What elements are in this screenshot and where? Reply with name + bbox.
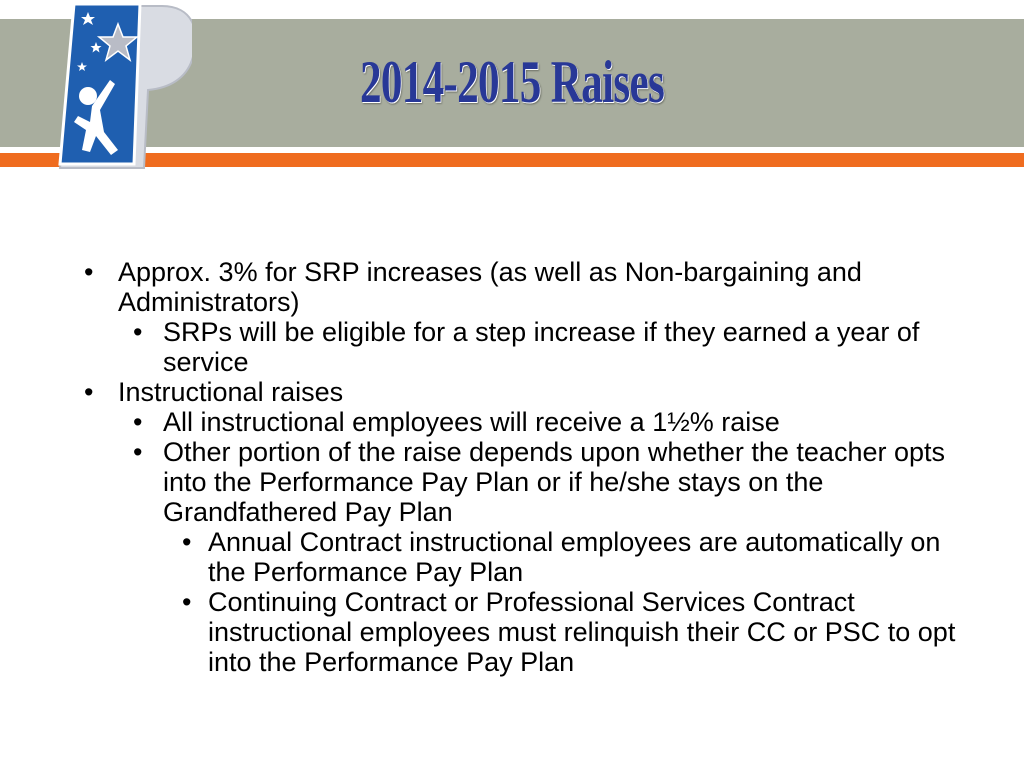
bullet-marker: •: [84, 377, 94, 407]
slide-title: 2014-2015 Raises: [359, 49, 665, 115]
bullet-text: All instructional employees will receive a 1½% raise: [163, 407, 780, 437]
bullet-marker: •: [182, 587, 192, 617]
bullet-item: [78, 587, 978, 677]
bullet-list: [78, 257, 978, 677]
bullet-marker: •: [84, 257, 94, 287]
bullet-item: [78, 317, 978, 377]
bullet-text: Instructional raises: [118, 377, 344, 407]
bullet-marker: •: [182, 527, 192, 557]
bullet-marker: •: [133, 407, 143, 437]
bullet-item: [78, 527, 978, 587]
bullet-text: Approx. 3% for SRP increases (as well as Non-bargaining and Administrators): [118, 257, 862, 317]
bullet-item: [78, 257, 978, 317]
bullet-text: SRPs will be eligible for a step increase if they earned a year of service: [163, 317, 920, 377]
bullet-item: [78, 377, 978, 407]
bullet-text: Annual Contract instructional employees are automatically on the Performance Pay Plan: [208, 527, 941, 587]
bullet-text: Continuing Contract or Professional Services Contract instructional employees must relinquish their CC or PSC to opt into the Performance Pay Plan: [208, 587, 956, 677]
bullet-marker: •: [133, 317, 143, 347]
bullet-marker: •: [133, 437, 143, 467]
bullet-text: Other portion of the raise depends upon whether the teacher opts into the Performance Pay Plan or if he/she stays on the Grandfathered Pay Plan: [163, 437, 946, 527]
bullet-item: [78, 407, 978, 437]
bullet-item: [78, 437, 978, 527]
